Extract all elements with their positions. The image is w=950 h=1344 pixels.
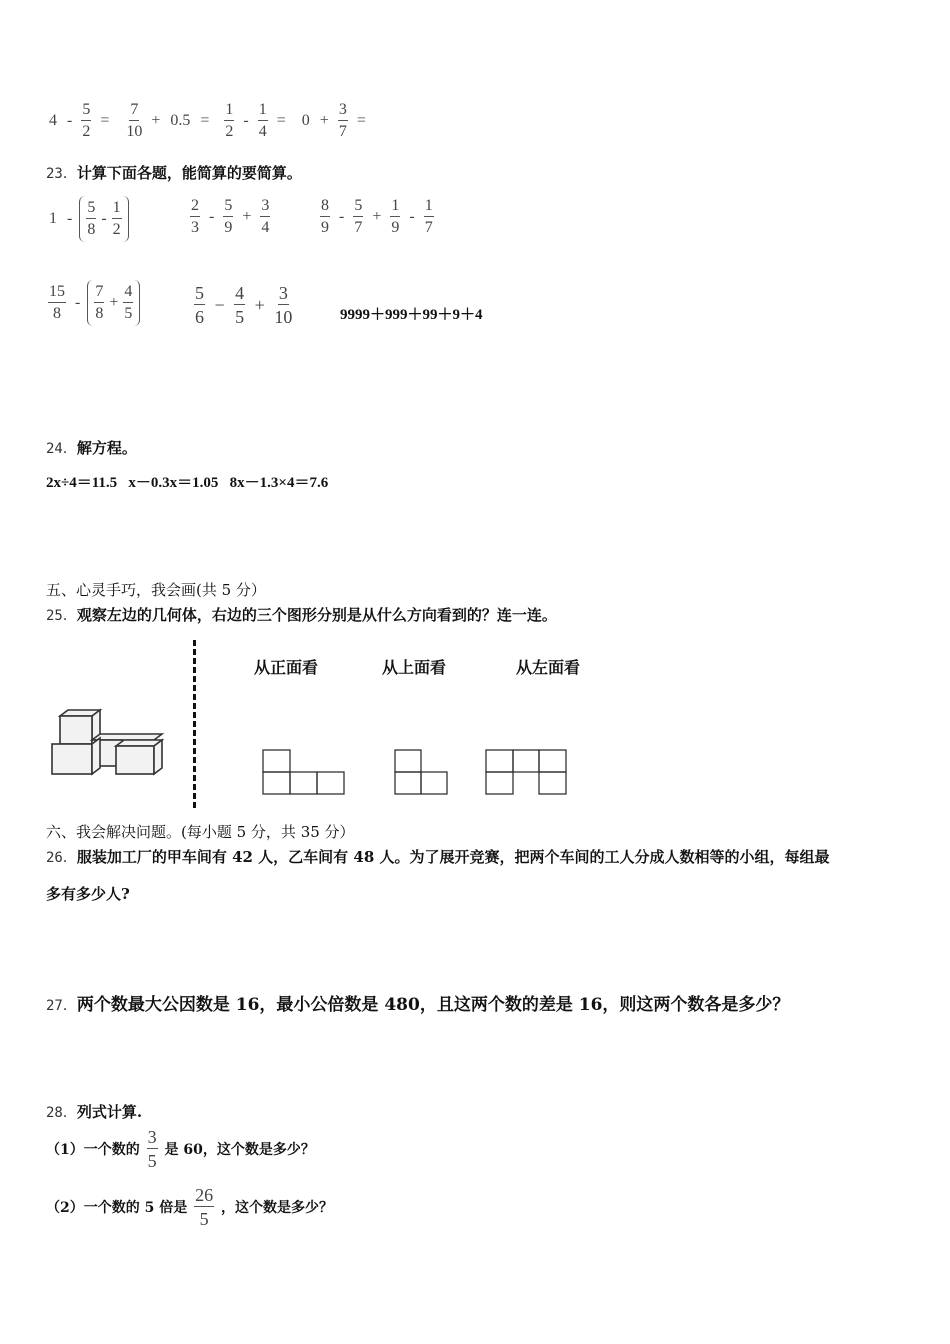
numerator: 4 xyxy=(123,284,133,303)
question-26 xyxy=(46,846,830,867)
fraction xyxy=(126,102,142,140)
numerator: 15 xyxy=(48,284,66,303)
operator: - xyxy=(67,210,73,227)
denominator: 3 xyxy=(191,219,199,236)
q23-expr-1 xyxy=(46,196,129,242)
question-text: 观察左边的几何体，右边的三个图形分别是从什么方向看到的？连一连。 xyxy=(76,606,557,624)
fraction xyxy=(123,284,133,322)
numerator: 3 xyxy=(338,102,348,121)
operator: + xyxy=(151,112,161,129)
numerator: 5 xyxy=(353,198,363,217)
numerator: 3 xyxy=(278,283,288,303)
denominator: 5 xyxy=(147,1151,157,1171)
part-text: （1）一个数的 xyxy=(46,1142,140,1158)
question-text: 计算下面各题，能简算的要简算。 xyxy=(76,164,302,182)
denominator: 5 xyxy=(199,1209,209,1229)
numerator: 1 xyxy=(112,200,122,219)
numerator: 7 xyxy=(129,102,139,121)
numerator: 5 xyxy=(223,198,233,217)
denominator: 7 xyxy=(354,219,363,236)
operator: - xyxy=(67,112,73,129)
question-27 xyxy=(46,990,789,1015)
parentheses-group xyxy=(87,280,140,326)
denominator: 9 xyxy=(321,219,329,236)
denominator: 10 xyxy=(274,307,293,327)
denominator: 9 xyxy=(391,219,400,236)
fraction xyxy=(390,198,400,236)
question-text: 两个数最大公因数是 16，最小公倍数是 480，且这两个数的差是 16，则这两个数各是多少？ xyxy=(76,995,790,1015)
denominator: 8 xyxy=(87,221,96,238)
fraction xyxy=(353,198,363,236)
fraction xyxy=(112,200,122,238)
denominator: 10 xyxy=(126,123,143,140)
operator: + xyxy=(242,208,252,225)
question-25-header xyxy=(46,604,557,625)
fraction xyxy=(194,1186,214,1228)
view-shape-3 xyxy=(485,748,569,796)
fraction xyxy=(81,102,91,140)
cube-face xyxy=(52,744,92,774)
denominator: 8 xyxy=(53,305,61,322)
question-24-header xyxy=(46,437,137,458)
denominator: 6 xyxy=(195,307,204,327)
q23-expr-3 xyxy=(318,198,436,236)
numerator: 1 xyxy=(224,102,234,121)
q23-expr-2 xyxy=(188,198,272,236)
operand: 0 xyxy=(301,112,310,129)
numerator: 26 xyxy=(195,1185,214,1205)
operator: + xyxy=(372,208,382,225)
cube-face xyxy=(92,738,100,774)
numerator: 5 xyxy=(86,200,96,219)
numerator: 7 xyxy=(94,284,104,303)
cube-solid-figure xyxy=(48,700,170,782)
view-shape-2 xyxy=(394,748,450,796)
operator: - xyxy=(75,294,81,311)
fraction xyxy=(190,198,200,236)
denominator: 4 xyxy=(258,123,267,140)
numerator: 2 xyxy=(190,198,200,217)
section-6-title: 六、我会解决问题。(每小题 5 分，共 35 分） xyxy=(46,823,355,841)
section-5-title: 五、心灵手巧，我会画(共 5 分） xyxy=(46,581,266,599)
equals-sign: = xyxy=(356,112,366,129)
q24-equations: 2x÷4＝11.5 x－0.3x＝1.05 8x－1.3×4＝7.6 xyxy=(46,475,329,491)
denominator: 4 xyxy=(261,219,270,236)
fraction xyxy=(424,198,434,236)
equals-sign: = xyxy=(100,112,110,129)
question-number: 28． xyxy=(46,1105,77,1121)
question-number: 26． xyxy=(46,850,77,866)
expr-4 xyxy=(299,101,369,140)
denominator: 5 xyxy=(124,305,133,322)
fraction xyxy=(274,284,292,326)
view-shape-1 xyxy=(262,748,346,796)
fraction xyxy=(223,198,233,236)
fraction xyxy=(260,198,270,236)
operator: - xyxy=(409,208,415,225)
operand: 1 xyxy=(49,210,57,227)
denominator: 8 xyxy=(95,305,104,322)
equals-sign: = xyxy=(200,112,210,129)
fraction xyxy=(194,284,205,326)
operand: 0.5 xyxy=(170,112,191,129)
expr-3 xyxy=(222,101,292,140)
fraction xyxy=(338,102,348,140)
operator: - xyxy=(101,210,107,227)
view-label-left: 从左面看 xyxy=(516,658,581,677)
q23-expr-4 xyxy=(46,280,140,326)
question-number: 27． xyxy=(46,998,77,1014)
numerator: 1 xyxy=(258,102,268,121)
cube-face xyxy=(92,734,162,740)
fraction xyxy=(147,1128,158,1170)
denominator: 5 xyxy=(235,307,245,327)
operator: − xyxy=(214,294,225,315)
fraction xyxy=(258,102,268,140)
denominator: 2 xyxy=(112,221,121,238)
question-number: 25． xyxy=(46,608,77,624)
dashed-divider xyxy=(193,640,196,808)
cube-face xyxy=(154,740,162,774)
denominator: 9 xyxy=(224,219,233,236)
question-number: 23． xyxy=(46,166,77,182)
question-28-part-1 xyxy=(46,1128,315,1170)
parentheses-group xyxy=(79,196,128,242)
question-26-continued: 多有多少人? xyxy=(46,885,130,903)
fraction xyxy=(320,198,330,236)
view-label-front: 从正面看 xyxy=(254,658,319,677)
operator: - xyxy=(243,112,249,129)
question-text: 解方程。 xyxy=(76,439,137,457)
denominator: 2 xyxy=(225,123,234,140)
operator: + xyxy=(254,294,265,315)
denominator: 7 xyxy=(424,219,433,236)
operator: - xyxy=(209,208,215,225)
question-23-header xyxy=(46,162,302,183)
numerator: 8 xyxy=(320,198,330,217)
operator: + xyxy=(319,112,329,129)
numerator: 5 xyxy=(81,102,91,121)
fraction xyxy=(94,284,104,322)
fraction xyxy=(224,102,234,140)
denominator: 2 xyxy=(82,123,91,140)
numerator: 3 xyxy=(260,198,270,217)
cube-face xyxy=(60,716,92,744)
fraction xyxy=(234,284,245,326)
operator: - xyxy=(339,208,345,225)
numerator: 4 xyxy=(235,283,245,303)
part-text: （2）一个数的 5 倍是 xyxy=(46,1200,188,1216)
denominator: 7 xyxy=(338,123,347,140)
expr-1 xyxy=(46,101,116,140)
oral-calc-row xyxy=(46,102,369,140)
operand: 4 xyxy=(49,112,57,129)
expr-2 xyxy=(124,101,216,140)
q23-expr-5 xyxy=(192,284,294,326)
fraction xyxy=(86,200,96,238)
question-28-header xyxy=(46,1101,142,1122)
question-28-part-2 xyxy=(46,1186,333,1228)
question-text: 服装加工厂的甲车间有 42 人，乙车间有 48 人。为了展开竞赛，把两个车间的工人分成人数相等的小组，每组最 xyxy=(76,848,830,866)
cube-face xyxy=(116,746,154,774)
question-number: 24． xyxy=(46,441,77,457)
numerator: 5 xyxy=(195,283,204,303)
numerator: 3 xyxy=(147,1127,157,1147)
numerator: 1 xyxy=(424,198,434,217)
operator: + xyxy=(109,294,119,311)
part-text: 是 60，这个数是多少？ xyxy=(164,1142,315,1158)
q23-expr-6: 9999＋999＋99＋9＋4 xyxy=(340,307,483,323)
question-text: 列式计算. xyxy=(76,1103,143,1121)
view-label-top: 从上面看 xyxy=(382,658,447,677)
fraction xyxy=(48,284,66,322)
part-text: ，这个数是多少？ xyxy=(220,1200,333,1216)
equals-sign: = xyxy=(276,112,286,129)
numerator: 1 xyxy=(390,198,400,217)
